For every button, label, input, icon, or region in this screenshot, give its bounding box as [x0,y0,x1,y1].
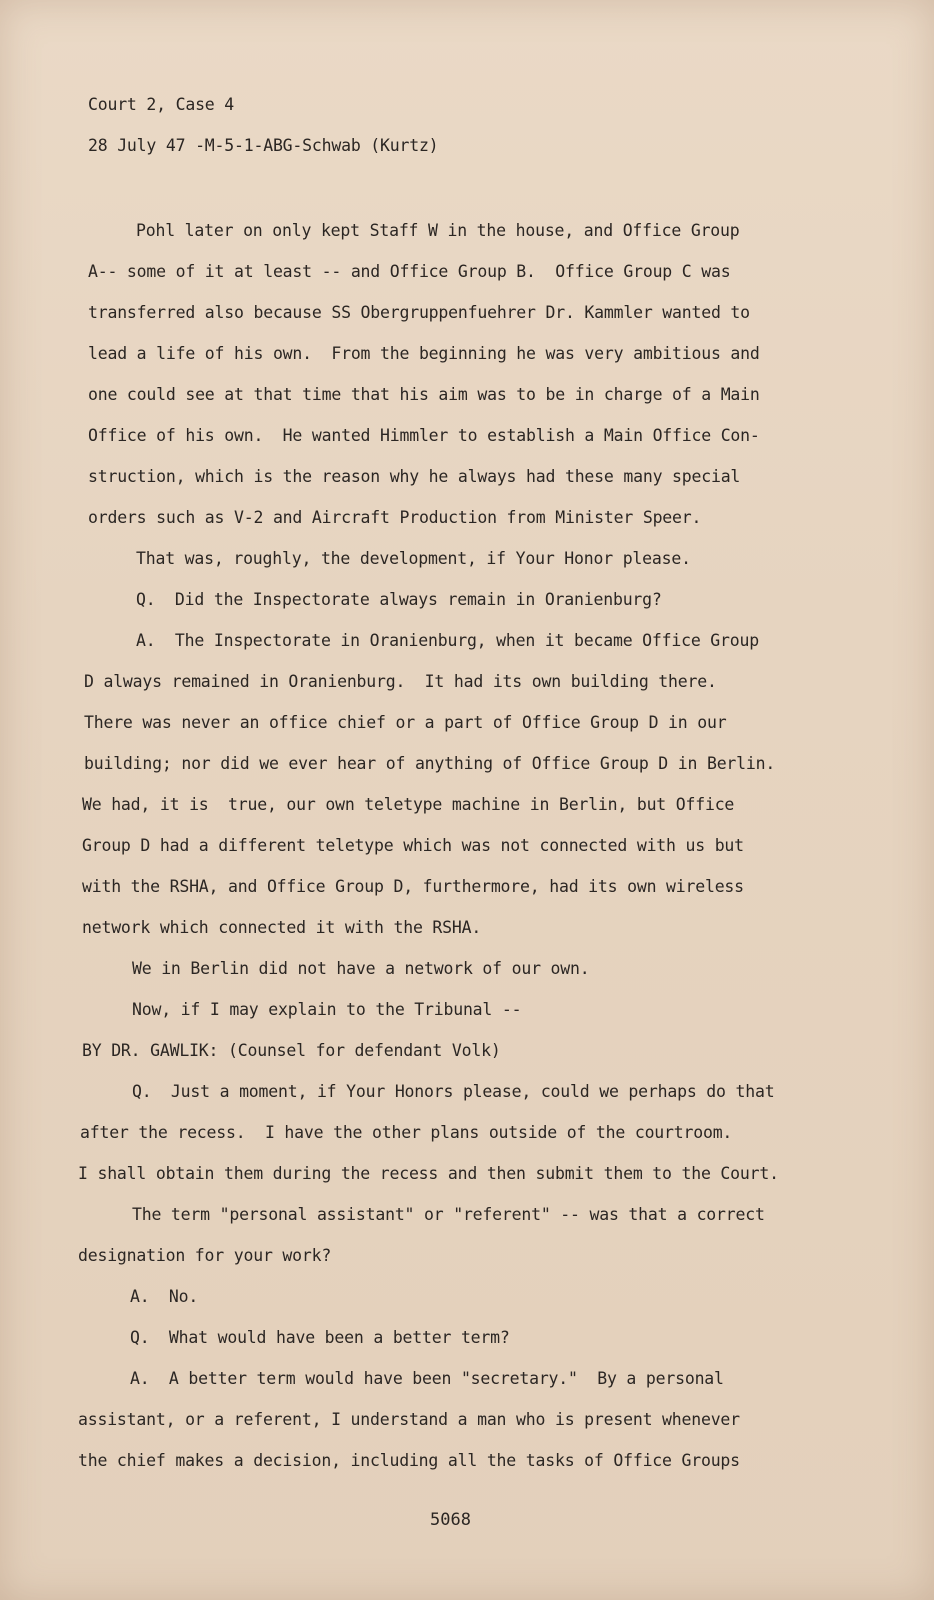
text-line: Now, if I may explain to the Tribunal -- [132,1000,522,1019]
text-line: transferred also because SS Obergruppenfuehrer Dr. Kammler wanted to [88,303,750,322]
text-line: lead a life of his own. From the beginning he was very ambitious and [88,344,760,363]
text-line: A-- some of it at least -- and Office Group B. Office Group C was [88,262,731,281]
text-line: the chief makes a decision, including all the tasks of Office Groups [78,1451,740,1470]
text-line: struction, which is the reason why he always had these many special [88,467,741,486]
text-line: Group D had a different teletype which was not connected with us but [82,836,744,855]
court-case-header: Court 2, Case 4 [88,95,235,114]
text-line: We in Berlin did not have a network of our own. [132,959,590,978]
text-line: There was never an office chief or a part of Office Group D in our [84,713,727,732]
text-line: building; nor did we ever hear of anything of Office Group D in Berlin. [84,754,776,773]
text-line: one could see at that time that his aim was to be in charge of a Main [88,385,760,404]
text-line: We had, it is true, our own teletype machine in Berlin, but Office [82,795,735,814]
text-line: with the RSHA, and Office Group D, furthermore, had its own wireless [82,877,744,896]
text-line: A. No. [130,1287,199,1306]
text-line: Q. Did the Inspectorate always remain in Oranienburg? [136,590,662,609]
text-line: orders such as V-2 and Aircraft Production from Minister Speer. [88,508,702,527]
text-line: designation for your work? [78,1246,332,1265]
text-line: That was, roughly, the development, if Your Honor please. [136,549,691,568]
text-line: The term "personal assistant" or "referent" -- was that a correct [132,1205,765,1224]
text-line: I shall obtain them during the recess and then submit them to the Court. [78,1164,779,1183]
text-line: Q. What would have been a better term? [130,1328,510,1347]
text-line: A. The Inspectorate in Oranienburg, when it became Office Group [136,631,759,650]
text-line: D always remained in Oranienburg. It had its own building there. [84,672,717,691]
text-line: Office of his own. He wanted Himmler to establish a Main Office Con- [88,426,760,445]
transcript-reference: 28 July 47 -M-5-1-ABG-Schwab (Kurtz) [88,136,439,155]
text-line: Pohl later on only kept Staff W in the house, and Office Group [136,221,740,240]
examiner-heading: BY DR. GAWLIK: (Counsel for defendant Volk) [82,1041,501,1060]
text-line: A. A better term would have been "secretary." By a personal [130,1369,724,1388]
text-line: after the recess. I have the other plans outside of the courtroom. [80,1123,733,1142]
text-line: Q. Just a moment, if Your Honors please, could we perhaps do that [132,1082,775,1101]
text-line: assistant, or a referent, I understand a man who is present whenever [78,1410,740,1429]
text-line: network which connected it with the RSHA. [82,918,482,937]
page-number: 5068 [430,1510,471,1530]
